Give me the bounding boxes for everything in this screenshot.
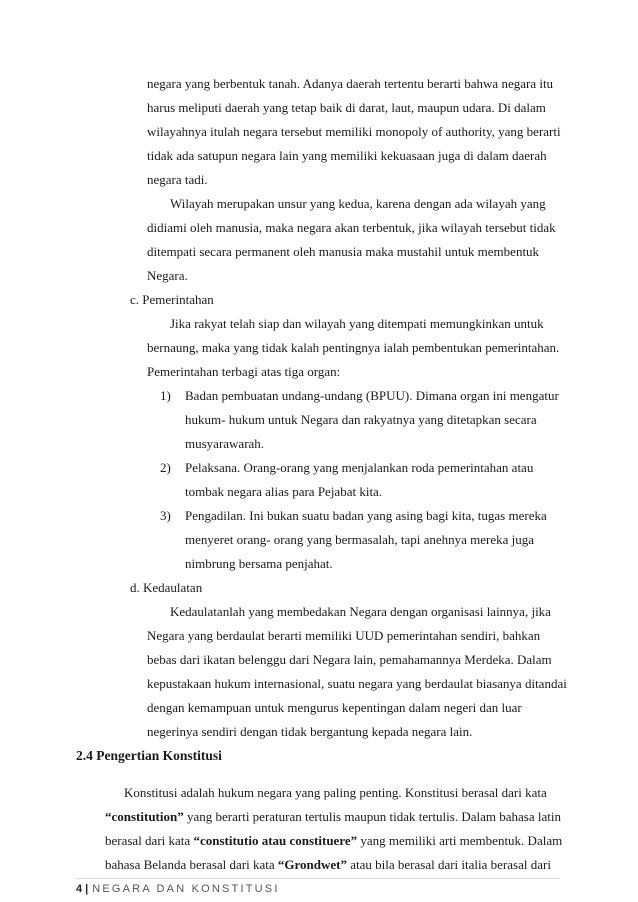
body-line: Negara.: [147, 268, 188, 283]
body-line: ditempati secara permanent oleh manusia maka mustahil untuk membentuk: [147, 244, 540, 259]
body-line: Jika rakyat telah siap dan wilayah yang ditempati memungkinkan untuk: [170, 316, 544, 331]
body-line: dengan kemampuan untuk mengurus kepentingan dalam negeri dan luar: [147, 700, 522, 715]
section-title: 2.4 Pengertian Konstitusi: [76, 748, 222, 763]
body-line: Wilayah merupakan unsur yang kedua, karena dengan ada wilayah yang: [170, 196, 546, 211]
footer-title: NEGARA DAN KONSTITUSI: [92, 883, 280, 895]
body-line: “constitution” yang berarti peraturan tertulis maupun tidak tertulis. Dalam bahasa latin: [105, 809, 561, 824]
page-number: 4: [76, 883, 83, 895]
body-line: Negara yang berdaulat berarti memiliki UUD pemerintahan sendiri, bahkan: [147, 628, 541, 643]
list-item-line: menyeret orang- orang yang bermasalah, tapi anehnya mereka juga: [185, 532, 535, 547]
list-item-line: Pengadilan. Ini bukan suatu badan yang asing bagi kita, tugas mereka: [185, 508, 547, 523]
list-item-line: tombak negara alias para Pejabat kita.: [185, 484, 383, 499]
body-line: Kedaulatanlah yang membedakan Negara dengan organisasi lainnya, jika: [170, 604, 551, 619]
list-item-line: Badan pembuatan undang-undang (BPUU). Dimana organ ini mengatur: [185, 388, 559, 403]
list-item-line: nimbrung bersama penjahat.: [185, 556, 333, 571]
body-line: negara tadi.: [147, 172, 208, 187]
body-line: bebas dari ikatan belenggu dari Negara lain, pemahamannya Merdeka. Dalam: [147, 652, 552, 667]
bold-term: “constitution”: [105, 809, 184, 824]
list-number: 2): [160, 460, 171, 475]
body-line: berasal dari kata “constitutio atau constituere” yang memiliki arti membentuk. Dalam: [105, 833, 563, 848]
list-item-line: musyarawarah.: [185, 436, 265, 451]
body-line: Pemerintahan terbagi atas tiga organ:: [147, 364, 341, 379]
footer-rule: [76, 878, 560, 879]
list-item-line: hukum- hukum untuk Negara dan rakyatnya yang ditetapkan secara: [185, 412, 537, 427]
body-line: bahasa Belanda berasal dari kata “Grondwet” atau bila berasal dari italia berasal dari: [105, 857, 551, 872]
list-number: 1): [160, 388, 171, 403]
body-line: bernaung, maka yang tidak kalah pentingnya ialah pembentukan pemerintahan.: [147, 340, 560, 355]
bold-term: “Grondwet”: [277, 857, 347, 872]
body-line: tidak ada satupun negara lain yang memiliki kekuasaan juga di dalam daerah: [147, 148, 547, 163]
list-number: 3): [160, 508, 171, 523]
page-footer: [76, 883, 280, 895]
footer-separator: |: [85, 883, 89, 895]
body-line: negara yang berbentuk tanah. Adanya daerah tertentu berarti bahwa negara itu: [147, 76, 554, 91]
list-item-line: Pelaksana. Orang-orang yang menjalankan roda pemerintahan atau: [185, 460, 534, 475]
subheading-pemerintahan: c. Pemerintahan: [130, 292, 214, 307]
body-line: harus meliputi daerah yang tetap baik di darat, laut, maupun udara. Di dalam: [147, 100, 546, 115]
body-line: kepustakaan hukum internasional, suatu negara yang berdaulat biasanya ditandai: [147, 676, 567, 691]
subheading-kedaulatan: d. Kedaulatan: [130, 580, 203, 595]
bold-term: “constitutio atau constituere”: [193, 833, 358, 848]
body-line: didiami oleh manusia, maka negara akan terbentuk, jika wilayah tersebut tidak: [147, 220, 556, 235]
body-line: Konstitusi adalah hukum negara yang paling penting. Konstitusi berasal dari kata: [124, 785, 547, 800]
body-line: negerinya sendiri dengan tidak bergantung kepada negara lain.: [147, 724, 473, 739]
body-line: wilayahnya itulah negara tersebut memiliki monopoly of authority, yang berarti: [147, 124, 561, 139]
